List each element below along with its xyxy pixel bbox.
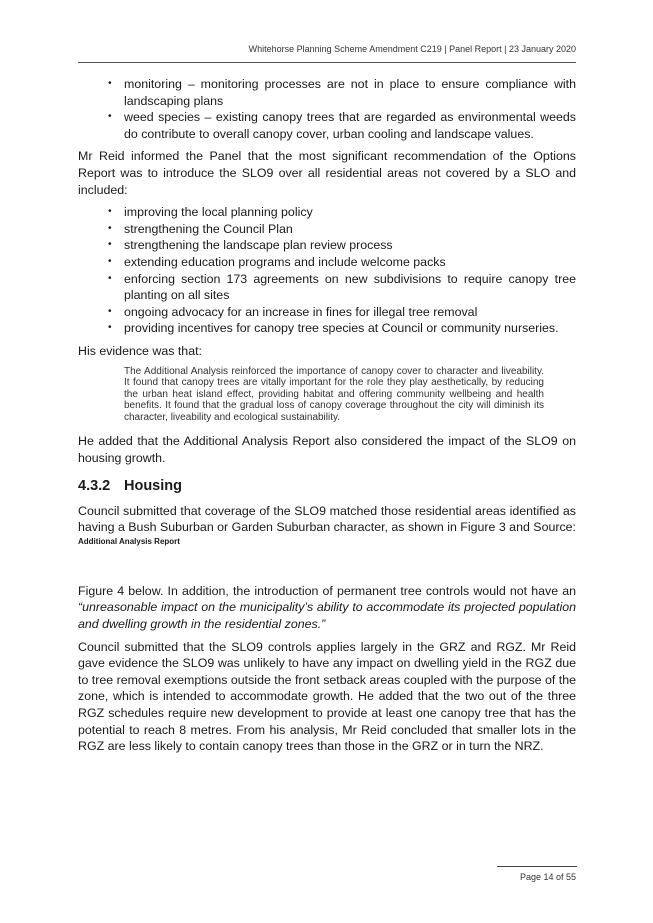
bullet-icon: • [108, 78, 112, 89]
section-heading [78, 477, 576, 495]
bullet-list-top [78, 76, 576, 142]
bullet-icon: • [108, 272, 112, 284]
page-body [78, 76, 576, 761]
footer-divider [497, 866, 577, 867]
bullet-icon: • [108, 322, 112, 334]
spacer [78, 553, 576, 583]
list-item: • enforcing section 173 agreements on new subdivisions to require canopy tree planting on all sites [108, 271, 576, 303]
bullet-icon: • [108, 239, 112, 251]
paragraph-figure: Figure 4 below. In addition, the introduction of permanent tree controls would not have an “unreasonable impact on the municipality’s ability to accommodate its projected population and dwelling growth in the residential zones.” [78, 583, 576, 632]
page-number: Page 14 of 55 [519, 872, 576, 882]
list-item: • strengthening the landscape plan review process [108, 238, 393, 253]
section-number: 4.3.2 [78, 477, 111, 494]
bullet-icon: • [108, 222, 112, 234]
italic-quote: “unreasonable impact on the municipality’s ability to accommodate its projected population and dwelling growth in the residential zones.” [78, 600, 576, 632]
paragraph-council-1: Council submitted that coverage of the SLO9 matched those residential areas identified as having a Bush Suburban or Garden Suburban character, as shown in Figure 3 and Source: Additional Analysis Report [78, 503, 577, 546]
paragraph-added: He added that the Additional Analysis Report also considered the impact of the SLO9 on housing growth. [78, 434, 576, 466]
list-item: • monitoring – monitoring processes are not in place to ensure compliance with landscaping plans [108, 77, 576, 108]
list-item: • strengthening the Council Plan [108, 221, 293, 236]
list-item: • weed species – existing canopy trees that are regarded as environmental weeds do contribute to overall canopy cover, urban cooling and landscape values. [108, 110, 576, 141]
page-header: Whitehorse Planning Scheme Amendment C219 | Panel Report | 23 January 2020 [78, 44, 576, 63]
source-label: Additional Analysis Report [78, 536, 180, 546]
list-item: • extending education programs and include welcome packs [108, 254, 446, 269]
bullet-icon: • [108, 206, 112, 218]
section-title: Housing [124, 477, 182, 494]
list-item: • providing incentives for canopy tree species at Council or community nurseries. [108, 321, 559, 336]
list-item: • improving the local planning policy [108, 205, 313, 220]
paragraph-reid: Mr Reid informed the Panel that the most significant recommendation of the Options Report was to introduce the SLO9 over all residential areas not covered by a SLO and included: [78, 149, 576, 197]
bullet-icon: • [108, 305, 112, 317]
paragraph-evidence: His evidence was that: [78, 343, 202, 358]
list-item: • ongoing advocacy for an increase in fines for illegal tree removal [108, 304, 478, 319]
bullet-icon: • [108, 111, 112, 123]
bullet-icon: • [108, 255, 112, 267]
block-quote: The Additional Analysis reinforced the importance of canopy cover to character and liveability. It found that canopy trees are vitally important for the role they play aesthetically, by reducing the urban heat island effect, providing habitat and offering community wellbeing and health benefits. It found that the gradual loss of canopy coverage throughout the city will diminish its character, liveability and ecological sustainability. [124, 365, 544, 423]
bullet-list-reid [78, 204, 576, 337]
paragraph-council-2: Council submitted that the SLO9 controls applies largely in the GRZ and RGZ. Mr Reid gave evidence the SLO9 was unlikely to have any impact on dwelling yield in the RGZ due to tree removal exemptions outside the front setback areas coupled with the purpose of the zone, which is intended to accommodate growth. He added that the two out of the three RGZ schedules require new development to provide at least one canopy tree that has the potential to reach 8 metres. From his analysis, Mr Reid concluded that smaller lots in the RGZ are less likely to contain canopy trees than those in the GRZ or in turn the NRZ. [78, 639, 576, 754]
